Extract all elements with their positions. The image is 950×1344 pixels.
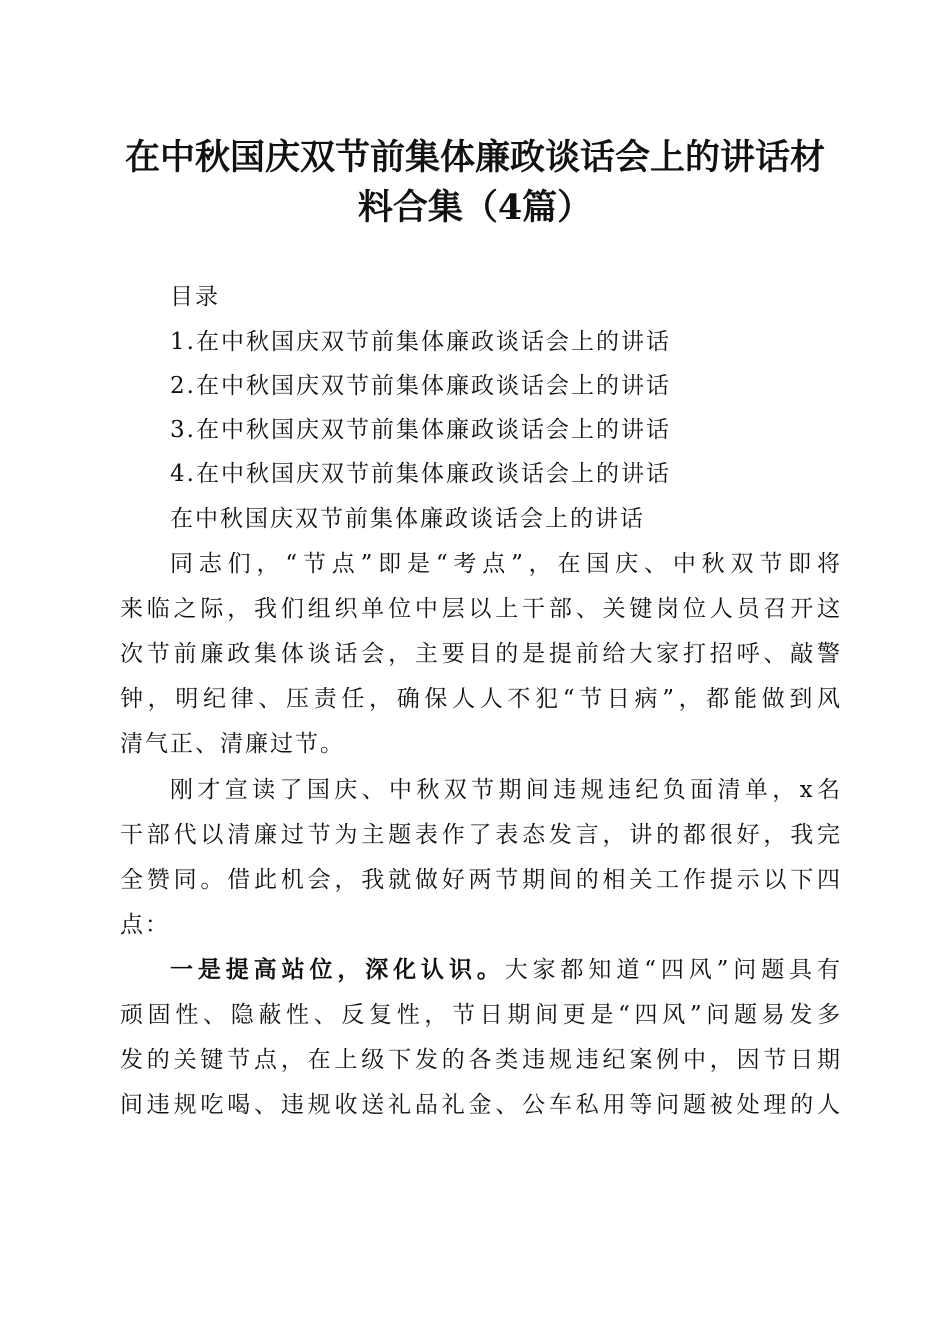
toc-heading: 目录 — [170, 284, 220, 310]
para2-line-2: 干部代以清廉过节为主题表作了表态发言，讲的都很好，我完 — [120, 822, 840, 848]
para3-line-4: 间违规吃喝、违规收送礼品礼金、公车私用等问题被处理的人 — [120, 1092, 840, 1118]
para1-line-1: 同志们，“节点”即是“考点”，在国庆、中秋双节即将 — [170, 551, 840, 577]
title-line-1: 在中秋国庆双节前集体廉政谈话会上的讲话材 — [124, 137, 825, 178]
toc-item-1: 1.在中秋国庆双节前集体廉政谈话会上的讲话 — [170, 329, 671, 355]
document-title — [100, 133, 850, 233]
para3-first-rest: 大家都知道“四风”问题具有 — [504, 957, 840, 983]
para1-line-5: 清气正、清廉过节。 — [120, 731, 345, 757]
para3-lead: 一是提高站位，深化认识。 — [170, 956, 505, 983]
toc-item-2: 2.在中秋国庆双节前集体廉政谈话会上的讲话 — [170, 373, 671, 399]
title-line-2: 料合集（4篇） — [357, 187, 593, 228]
para2-line-1: 刚才宣读了国庆、中秋双节期间违规违纪负面清单，x名 — [170, 777, 840, 803]
para2-line-4: 点： — [120, 912, 170, 938]
para1-line-2: 来临之际，我们组织单位中层以上干部、关键岗位人员召开这 — [120, 596, 840, 622]
para1-line-3: 次节前廉政集体谈话会，主要目的是提前给大家打招呼、敲警 — [120, 641, 840, 667]
toc-item-4: 4.在中秋国庆双节前集体廉政谈话会上的讲话 — [170, 461, 671, 487]
para3-line-2: 顽固性、隐蔽性、反复性，节日期间更是“四风”问题易发多 — [120, 1002, 840, 1028]
para1-line-4: 钟，明纪律、压责任，确保人人不犯“节日病”，都能做到风 — [120, 686, 840, 712]
para2-line-3: 全赞同。借此机会，我就做好两节期间的相关工作提示以下四 — [120, 867, 840, 893]
toc-item-3: 3.在中秋国庆双节前集体廉政谈话会上的讲话 — [170, 417, 671, 443]
para3-line-3: 发的关键节点，在上级下发的各类违规违纪案例中，因节日期 — [120, 1047, 840, 1073]
para3-line-1 — [170, 948, 840, 992]
section-heading: 在中秋国庆双节前集体廉政谈话会上的讲话 — [170, 506, 645, 532]
